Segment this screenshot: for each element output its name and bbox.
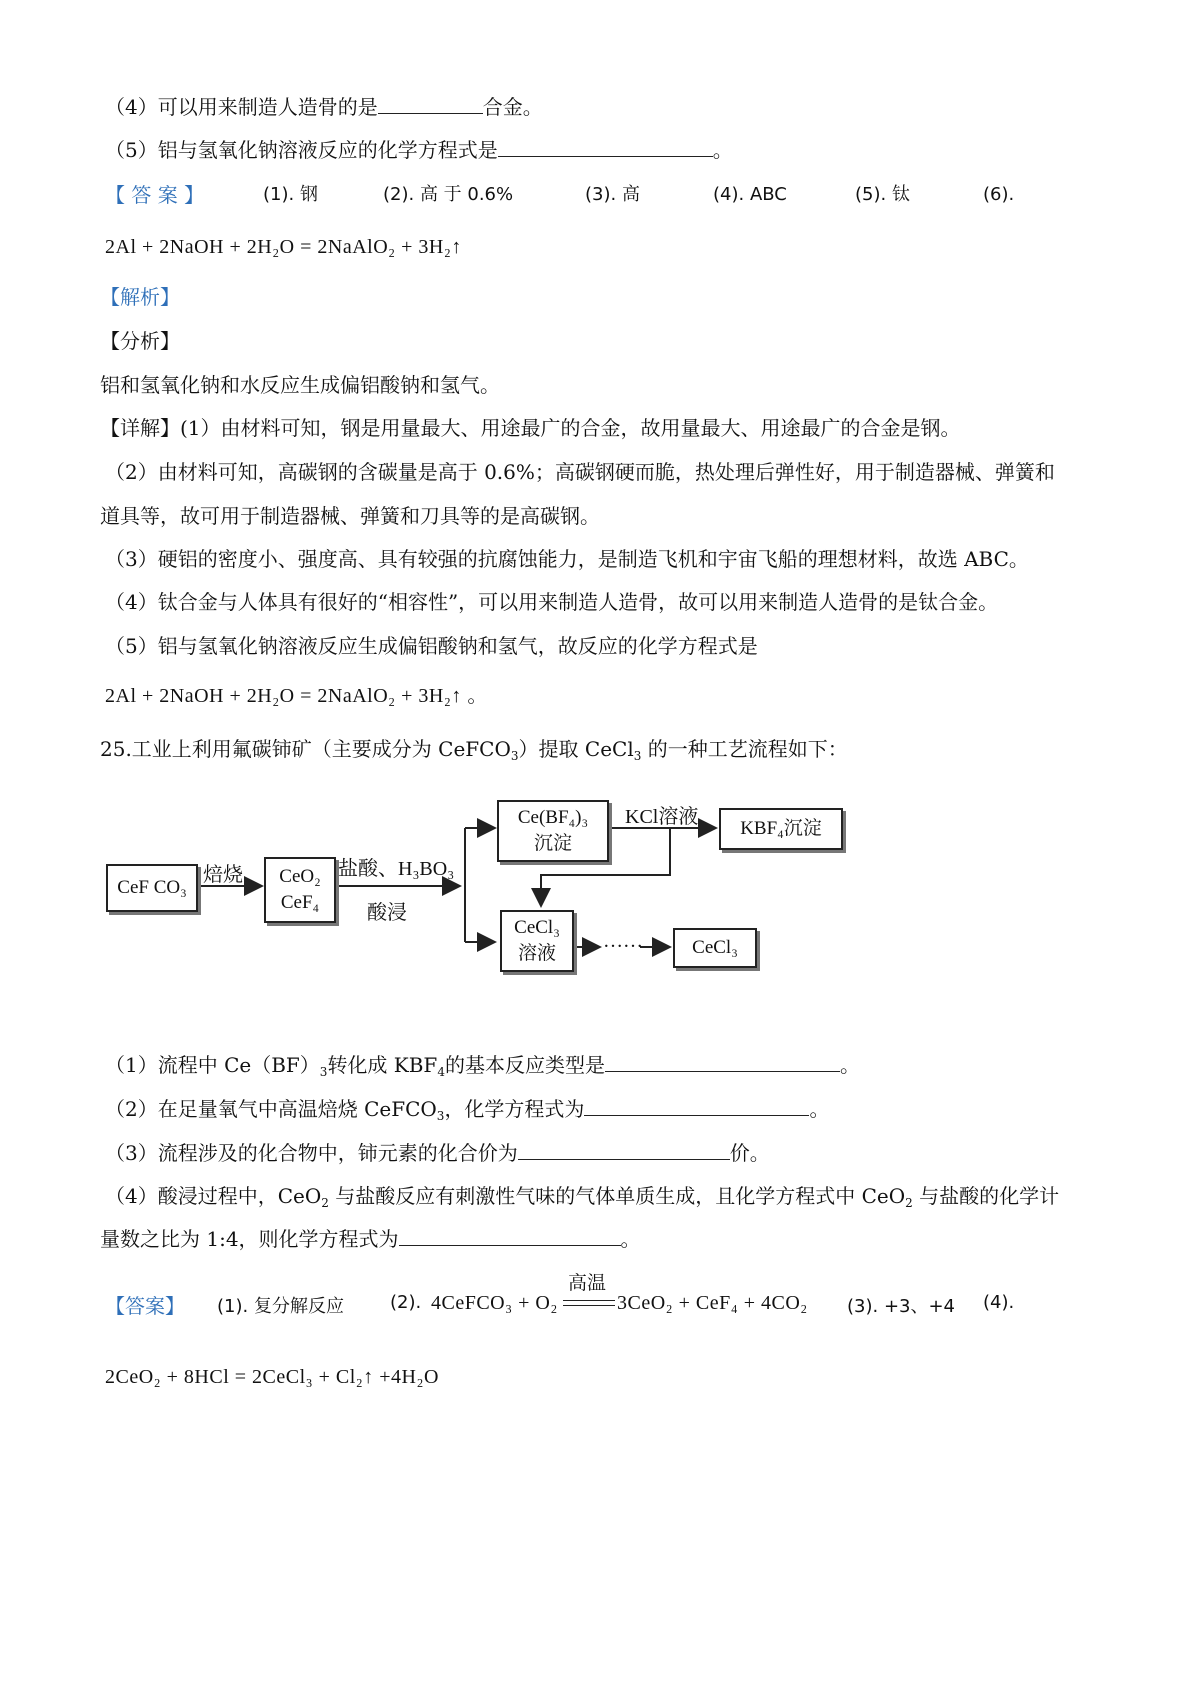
- subscript: 3: [510, 749, 519, 763]
- detail-line-6: （5）铝与氢氧化钠溶液反应生成偏铝酸钠和氢气，故反应的化学方程式是: [105, 634, 758, 658]
- answer-item-5: (5). 钛: [855, 184, 910, 205]
- answer-row-1: [105, 180, 1015, 210]
- q25-stem-c: 的一种工艺流程如下：: [641, 737, 848, 761]
- answer-blank[interactable]: [584, 1097, 809, 1116]
- answer-row-2: [105, 1272, 1015, 1332]
- detail-line-3: 道具等，故可用于制造器械、弹簧和刀具等的是高碳钢。: [100, 504, 600, 528]
- box-cecl3-sub: 溶液: [517, 943, 556, 964]
- q4-part-b: 与盐酸反应有刺激性气味的气体单质生成，且化学方程式中 CeO: [328, 1184, 906, 1208]
- q1-prefix: （1）流程中 Ce（BF: [105, 1053, 300, 1077]
- box-cebf4-label: Ce(BF₄)₃: [517, 807, 589, 828]
- fenxi-label: 【分析】: [100, 329, 180, 353]
- reaction-left: 4CeFCO₃ + O₂: [431, 1292, 558, 1314]
- q24-item4-prefix: （4）可以用来制造人造骨的是: [105, 95, 378, 119]
- q25-question-4: [105, 1181, 1059, 1218]
- equation-2: [105, 681, 488, 711]
- answer-item-2: (2).: [390, 1292, 422, 1313]
- q24-item4-suffix: 合金。: [482, 95, 543, 119]
- q3-prefix: （3）流程涉及的化合物中，铈元素的化合价为: [105, 1141, 518, 1165]
- box-cefco3: [106, 864, 198, 912]
- fenxi-text: 铝和氢氧化钠和水反应生成偏铝酸钠和氢气。: [100, 373, 500, 397]
- q4-line2: 量数之比为 1:4，则化学方程式为: [100, 1227, 399, 1251]
- subscript: 3: [319, 1065, 328, 1079]
- q2-prefix: （2）在足量氧气中高温焙烧 CeFCO: [105, 1097, 437, 1121]
- arrow-cebf4-to-cecl3: [541, 828, 670, 906]
- subscript: 3: [436, 1109, 445, 1123]
- question-24-item-5: [105, 135, 733, 165]
- subscript: 2: [321, 1196, 329, 1210]
- box-kbf4-precipitate: [719, 808, 843, 850]
- answer-item-2: (2). 高 于 0.6%: [383, 184, 514, 205]
- q24-item5-prefix: （5）铝与氢氧化钠溶液反应的化学方程式是: [105, 138, 498, 162]
- q4-part-a: （4）酸浸过程中，CeO: [105, 1184, 322, 1208]
- box-cefco3-label: CeF CO₃: [117, 877, 187, 898]
- answer-item-6: (6).: [983, 184, 1015, 205]
- reaction-condition: 高温: [568, 1272, 607, 1294]
- box-ceo2-label: CeO₂: [279, 866, 321, 887]
- box-cebf4-sub: 沉淀: [533, 833, 572, 854]
- answer-item-4: (4). ABC: [713, 184, 787, 205]
- q4-end: 。: [620, 1227, 641, 1251]
- equation-3: 2CeO₂ + 8HCl = 2CeCl₃ + Cl₂↑ +4H₂O: [105, 1366, 439, 1388]
- label-roast: 焙烧: [203, 864, 243, 886]
- q24-item5-suffix: 。: [712, 138, 733, 162]
- question-24-item-4: [105, 92, 543, 122]
- answer-blank[interactable]: [518, 1141, 730, 1160]
- box-kbf4-label: KBF₄沉淀: [740, 818, 822, 839]
- equation-2-body: 2Al + 2NaOH + 2H₂O = 2NaAlO₂ + 3H₂↑: [105, 685, 462, 707]
- q25-stem-a: 25.工业上利用氟碳铈矿（主要成分为 CeFCO: [100, 737, 511, 761]
- subscript: 4: [437, 1065, 445, 1079]
- q25-question-3: [105, 1138, 770, 1168]
- label-leach: 酸浸: [367, 902, 407, 924]
- label-acid: 盐酸、H₃BO₃: [338, 858, 455, 880]
- box-cecl3-solution: [500, 910, 574, 972]
- q1-mid: 转化成 KBF: [327, 1053, 438, 1077]
- answer-item-1: (1). 复分解反应: [217, 1296, 344, 1317]
- box-cef4-label: CeF₄: [280, 892, 320, 913]
- detail-line-2: （2）由材料可知，高碳钢的含碳量是高于 0.6%；高碳钢硬而脆，热处理后弹性好，用于制造器械、弹簧和: [105, 460, 1055, 484]
- equation-2-suffix: 。: [467, 685, 488, 707]
- answer-item-3: (3). 高: [585, 184, 640, 205]
- answer-item-4: (4).: [983, 1292, 1015, 1313]
- box-cecl3-final-label: CeCl₃: [692, 937, 738, 958]
- jiexi-label: 【解析】: [100, 285, 180, 309]
- q2-end: 。: [809, 1097, 830, 1121]
- q3-end: 价。: [729, 1141, 770, 1165]
- q4-part-c: 与盐酸的化学计: [912, 1184, 1060, 1208]
- q25-question-1: [105, 1050, 860, 1087]
- answer-blank[interactable]: [378, 95, 483, 114]
- subscript: 3: [633, 749, 642, 763]
- box-cecl3-final: [673, 928, 757, 968]
- q1-end: 。: [839, 1053, 860, 1077]
- equation-1: 2Al + 2NaOH + 2H₂O = 2NaAlO₂ + 3H₂↑: [105, 236, 462, 258]
- label-dots: ……: [603, 930, 643, 952]
- answer-blank[interactable]: [605, 1053, 840, 1072]
- detail-line-1: 【详解】(1）由材料可知，钢是用量最大、用途最广的合金，故用量最大、用途最广的合金是钢。: [100, 416, 961, 440]
- box-ceo2-cef4: [264, 857, 336, 923]
- q1-suffix: 的基本反应类型是: [444, 1053, 605, 1077]
- answer-item-3: (3). +3、+4: [847, 1296, 956, 1317]
- q25-question-2: [105, 1094, 829, 1131]
- detail-line-4: （3）硬铝的密度小、强度高、具有较强的抗腐蚀能力，是制造飞机和宇宙飞船的理想材料，故选 ABC。: [105, 547, 1029, 571]
- answer-label: 【 答 案 】: [105, 183, 205, 207]
- reaction-right: 3CeO₂ + CeF₄ + 4CO₂: [617, 1292, 808, 1314]
- answer-item-1: (1). 钢: [263, 184, 318, 205]
- answer-blank[interactable]: [498, 138, 713, 157]
- box-cebf4-precipitate: [497, 800, 609, 862]
- q25-question-4-line-2: [100, 1224, 641, 1254]
- q2-suffix: ，化学方程式为: [444, 1097, 585, 1121]
- question-25-stem: [100, 734, 848, 771]
- answer-blank[interactable]: [399, 1227, 621, 1246]
- equals-sign-double-line: [563, 1300, 615, 1306]
- q1-paren: ）: [299, 1053, 320, 1077]
- q25-stem-b: ）提取 CeCl: [518, 737, 634, 761]
- answer-label: 【答案】: [105, 1294, 185, 1318]
- subscript: 2: [905, 1196, 913, 1210]
- box-cecl3-label: CeCl₃: [514, 917, 560, 938]
- detail-line-5: （4）钛合金与人体具有很好的“相容性”，可以用来制造人造骨，故可以用来制造人造骨的是钛合金。: [105, 590, 999, 614]
- label-kcl: KCl溶液: [625, 806, 699, 828]
